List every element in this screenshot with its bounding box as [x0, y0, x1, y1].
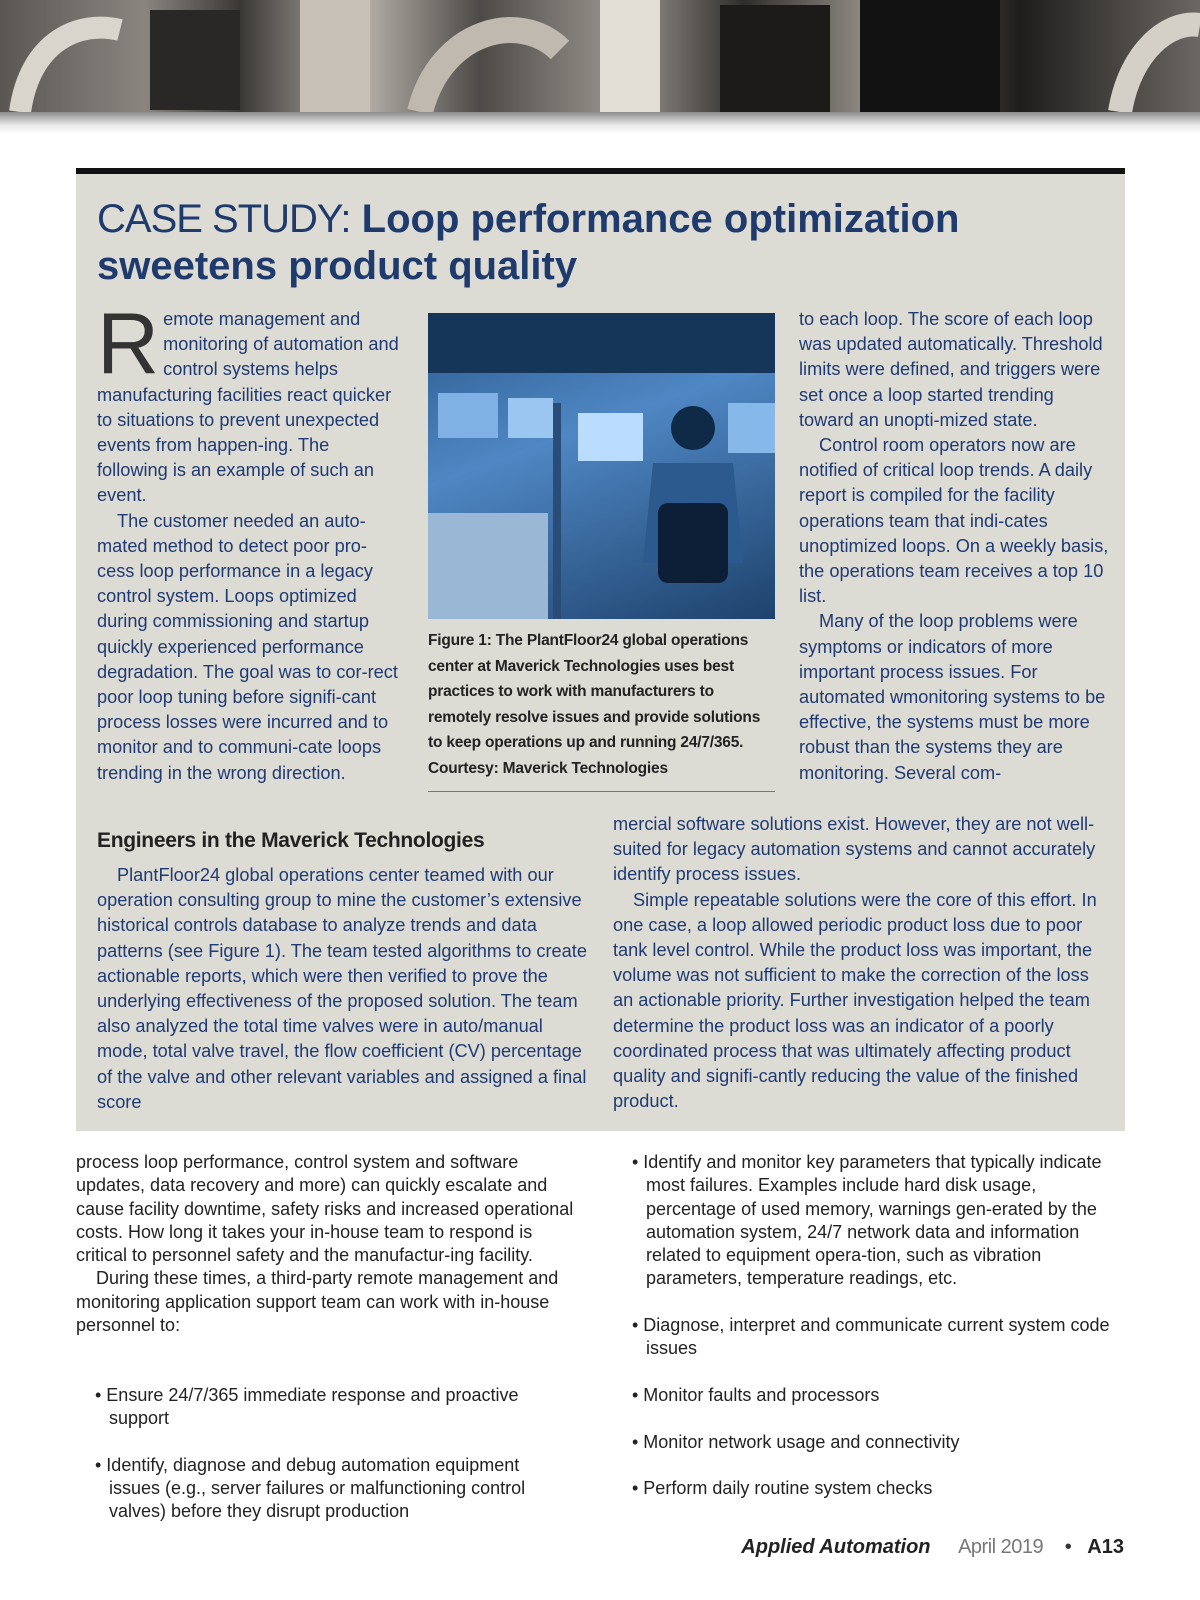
bullet-item: • Ensure 24/7/365 immediate response and proactive support: [95, 1385, 519, 1429]
drop-cap: R: [97, 296, 160, 392]
figure-caption: Figure 1: The PlantFloor24 global operations center at Maverick Technologies uses best practices to work with manufacturers to remotely resolve issues and provide solutions to keep operations up and running 24/7/365. Courtesy: Maverick Technologies: [428, 632, 761, 777]
title-kicker: CASE STUDY:: [97, 197, 351, 241]
issue-date: April 2019: [958, 1536, 1044, 1558]
page-number: A13: [1087, 1536, 1124, 1558]
article-right-lower: [613, 812, 1111, 1114]
operations-center-photo: [428, 313, 775, 619]
bullet-item: • Monitor network usage and connectivity: [632, 1431, 960, 1452]
banner-shadow: [0, 112, 1200, 134]
section-subhead: Engineers in the Maverick Technologies: [97, 829, 485, 852]
bullet-item: • Diagnose, interpret and communicate current system code issues: [632, 1315, 1110, 1359]
publication-name: Applied Automation: [741, 1536, 931, 1558]
right-paragraph-1: mercial software solutions exist. However, they are not well-suited for legacy automation systems and cannot accurately identify process issues.: [613, 814, 1096, 885]
footer-separator: •: [1064, 1536, 1072, 1558]
bullet-item: • Identify and monitor key parameters that typically indicate most failures. Examples include hard disk usage, percentage of used memory, warnings gen-erated by the automation system, 24/7 network data and information related to equipment opera-tion, such as vibration parameters, temperature readings, etc.: [632, 1152, 1102, 1289]
page-footer: [741, 1536, 1124, 1559]
column-3-paragraph-2: Control room operators now are notified of critical loop trends. A daily report is compiled for the facility operations team that indi-cates unoptimized loops. On a weekly basis, the operations team receives a top 10 list.: [799, 435, 1109, 607]
right-paragraph-2: Simple repeatable solutions were the core of this effort. In one case, a loop allowed periodic product loss due to poor tank level control. While the product loss was important, the volume was not sufficient to make the correction of the loss an actionable priority. Further investigation helped the team determine the product loss was an indicator of a poorly coordinated process that was ultimately affecting product quality and signifi-cantly reducing the value of the finished product.: [613, 889, 1097, 1112]
header-machinery-photo: [0, 0, 1200, 112]
intro-text: emote management and monitoring of automation and control systems helps manufacturing facilities react quicker to situations to prevent unexpected events from happen-ing. The following is an example of such an event.: [97, 309, 399, 506]
bullet-list-right: [632, 1151, 1127, 1500]
article-column-1: [97, 296, 402, 786]
body-paragraph-2: During these times, a third-party remote management and monitoring application support team can work with in-house personnel to:: [76, 1268, 559, 1336]
title-headline: Loop performance optimization sweetens product quality: [97, 197, 960, 288]
caption-divider: [428, 791, 775, 792]
case-study-title: [97, 196, 997, 290]
bullet-list-left: [95, 1384, 575, 1524]
operator-at-workstation-illustration: [428, 313, 775, 619]
column-3-paragraph-3: Many of the loop problems were symptoms or indicators of more important process issues. For automated wmonitoring systems to be effective, the systems must be more robust than the systems they are monitoring. Several com-: [799, 611, 1106, 783]
bullet-item: • Monitor faults and processors: [632, 1384, 880, 1405]
bullet-item: • Perform daily routine system checks: [632, 1478, 933, 1499]
body-left-column: [76, 1151, 586, 1337]
analysis-paragraph: PlantFloor24 global operations center teamed with our operation consulting group to mine the customer’s extensive historical controls database to analyze trends and data patterns (see Figure 1). The team tested algorithms to create actionable reports, which were then verified to prove the underlying effectiveness of the proposed solution. The team also analyzed the total time valves were in auto/manual mode, total valve travel, the flow coefficient (CV) percentage of the valve and other relevant variables and assigned a final score: [97, 865, 587, 1112]
bullet-item: • Identify, diagnose and debug automation equipment issues (e.g., server failures or malfunctioning control valves) before they disrupt production: [95, 1454, 526, 1522]
column-3-paragraph-1: to each loop. The score of each loop was updated automatically. Threshold limits were defined, and triggers were set once a loop started trending toward an unopti-mized state.: [799, 309, 1103, 430]
article-column-3: [799, 307, 1111, 786]
column-1-paragraph-2: The customer needed an auto-mated method to detect poor pro-cess loop performance in a legacy control system. Loops optimized during commissioning and startup quickly experienced performance degradation. The goal was to cor-rect poor loop tuning before signifi-cant process losses were incurred and to monitor and to communi-cate loops trending in the wrong direction.: [97, 510, 398, 783]
body-paragraph-1: process loop performance, control system and software updates, data recovery and more) can quickly escalate and cause facility downtime, safety risks and increased operational costs. How long it takes your in-house team to respond is critical to personnel safety and the manufactur-ing facility.: [76, 1152, 574, 1266]
machinery-illustration: [0, 0, 1200, 112]
intro-paragraph: [97, 296, 402, 509]
